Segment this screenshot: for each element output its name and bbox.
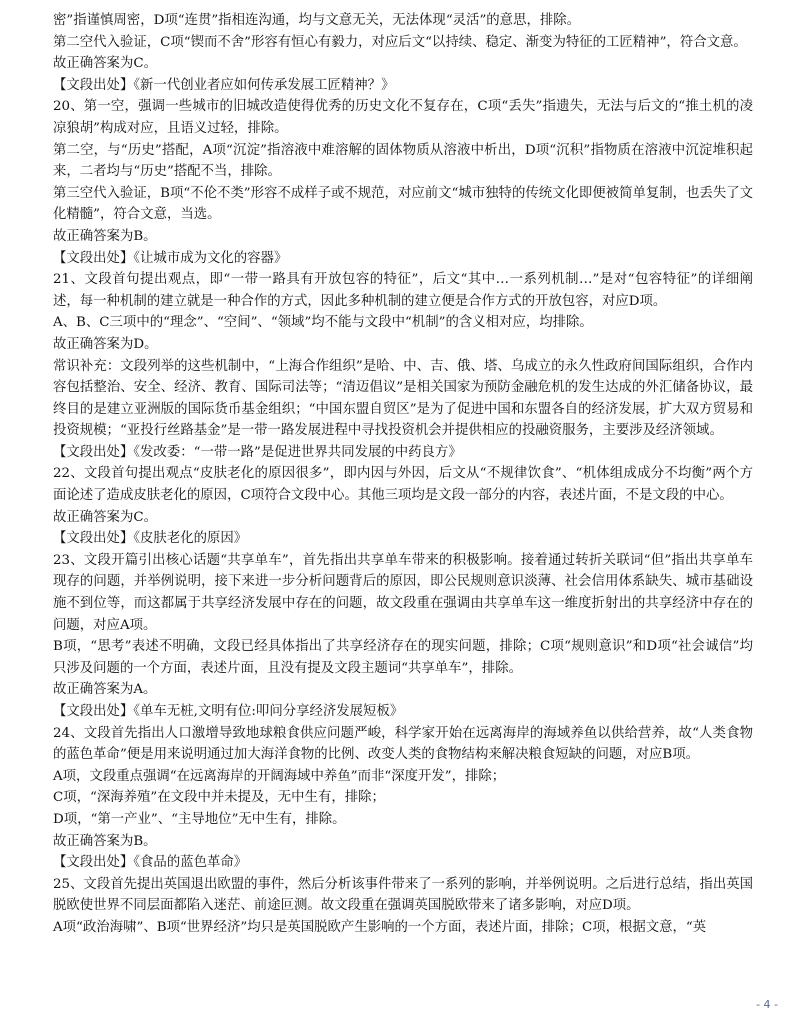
- question-25: 25、文段首先提出英国退出欧盟的事件，然后分析该事件带来了一系列的影响，并举例说明。之后进行总结，指出英国脱欧使世界不同层面都陷入迷茫、前途叵测。故文段重在强调英国脱欧带来了诸多影响，对应D项。: [53, 876, 753, 914]
- answer-line: 故正确答案为B。: [53, 228, 157, 244]
- paragraph: 第三空代入验证，B项“不伦不类”形容不成样子或不规范，对应前文“城市独特的传统文化即便被简单复制，也丢失了文化精髓”，符合文意，当选。: [53, 185, 753, 223]
- paragraph: 第二空代入验证，C项“锲而不舍”形容有恒心有毅力，对应后文“以持续、稳定、渐变为特征的工匠精神”，符合文意。: [53, 34, 747, 50]
- question-20: 20、第一空，强调一些城市的旧城改造使得优秀的历史文化不复存在，C项“丢失”指遗失，无法与后文的“推土机的凌凉狼胡”构成对应，且语义过轻，排除。: [53, 99, 753, 136]
- question-23: 23、文段开篇引出核心话题“共享单车”，首先指出共享单车带来的积极影响。接着通过转折关联词“但”指出共享单车现存的问题，并举例说明，接下来进一步分析问题背后的原因，即公民规则意识淡薄、社会信用体系缺失、城市基础设施不到位等，而这都属于共享经济发展中存在的问题，故文段重在强调由共享单车这一维度折射出的共享经济中存在的问题，对应A项。: [53, 552, 753, 633]
- source-line: 【文段出处】《新一代创业者应如何传承发展工匠精神？》: [53, 77, 395, 93]
- paragraph: 第二空，与“历史”搭配，A项“沉淀”指溶液中难溶解的固体物质从溶液中析出，D项“沉积”指物质在溶液中沉淀堆积起来，二者均与“历史”搭配不当，排除。: [53, 142, 753, 180]
- paragraph: D项，“第一产业”、“主导地位”无中生有，排除。: [53, 811, 346, 827]
- answer-line: 故正确答案为C。: [53, 509, 157, 525]
- paragraph: C项，“深海养殖”在文段中并未提及，无中生有，排除；: [53, 790, 385, 806]
- paragraph: A、B、C三项中的“理念”、“空间”、“领域”均不能与文段中“机制”的含义相对应，均排除。: [53, 315, 593, 331]
- paragraph: A项，文段重点强调“在远离海岸的开阔海域中养鱼”而非“深度开发”，排除；: [53, 768, 506, 784]
- paragraph: 密”指谨慎周密，D项“连贯”指相连沟通，均与文意无关，无法体现“灵活”的意思，排除。: [53, 13, 581, 28]
- source-line: 【文段出处】《发改委：“一带一路”是促进世界共同发展的中药良方》: [53, 444, 462, 460]
- answer-line: 故正确答案为A。: [53, 682, 157, 698]
- document-body: [53, 10, 753, 939]
- source-line: 【文段出处】《皮肤老化的原因》: [53, 531, 248, 547]
- page-number: - 4 -: [756, 998, 778, 1011]
- paragraph: A项“政治海啸”、B项“世界经济”均只是英国脱欧产生影响的一个方面，表述片面，排除；C项，根据文意，“英: [53, 919, 707, 935]
- question-21: 21、文段首句提出观点，即“一带一路具有开放包容的特征”，后文“其中…一系列机制…”是对“包容特征”的详细阐述，每一种机制的建立就是一种合作的方式，因此多种机制的建立便是合作方式的开放包容，对应D项。: [53, 272, 753, 309]
- source-line: 【文段出处】《食品的蓝色革命》: [53, 855, 248, 871]
- source-line: 【文段出处】《单车无桩,文明有位:叩问分享经济发展短板》: [53, 704, 404, 719]
- answer-line: 故正确答案为D。: [53, 336, 158, 352]
- paragraph: B项，“思考”表述不明确，文段已经具体指出了共享经济存在的现实问题，排除；C项“规则意识”和D项“社会诚信”均只涉及问题的一个方面，表述片面，且没有提及文段主题词“共享单车”，排除。: [53, 639, 753, 676]
- answer-line: 故正确答案为B。: [53, 833, 157, 849]
- source-line: 【文段出处】《让城市成为文化的容器》: [53, 250, 288, 266]
- question-22: 22、文段首句提出观点“皮肤老化的原因很多”，即内因与外因，后文从“不规律饮食”、“机体组成成分不均衡”两个方面论述了造成皮肤老化的原因，C项符合文段中心。其他三项均是文段一部分的内容，表述片面，不是文段的中心。: [53, 466, 753, 504]
- question-24: 24、文段首先指出人口激增导致地球粮食供应问题严峻，科学家开始在远离海岸的海域养鱼以供给营养，故“人类食物的蓝色革命”便是用来说明通过加大海洋食物的比例、改变人类的食物结构来解决粮食短缺的问题，对应B项。: [53, 725, 753, 763]
- common-knowledge-note: 常识补充：文段列举的这些机制中，“上海合作组织”是哈、中、吉、俄、塔、乌成立的永久性政府间国际组织，合作内容包括整治、安全、经济、教育、国际司法等；“清迈倡议”是相关国家为预防金融危机的发生达成的外汇储备协议，最终目的是建立亚洲版的国际货币基金组织；“中国东盟自贸区”是为了促进中国和东盟各自的经济发展，扩大双方贸易和投资规模；“亚投行丝路基金”是一带一路发展进程中寻找投资机会并提供相应的投融资服务，主要涉及经济领域。: [53, 358, 753, 439]
- answer-line: 故正确答案为C。: [53, 56, 157, 72]
